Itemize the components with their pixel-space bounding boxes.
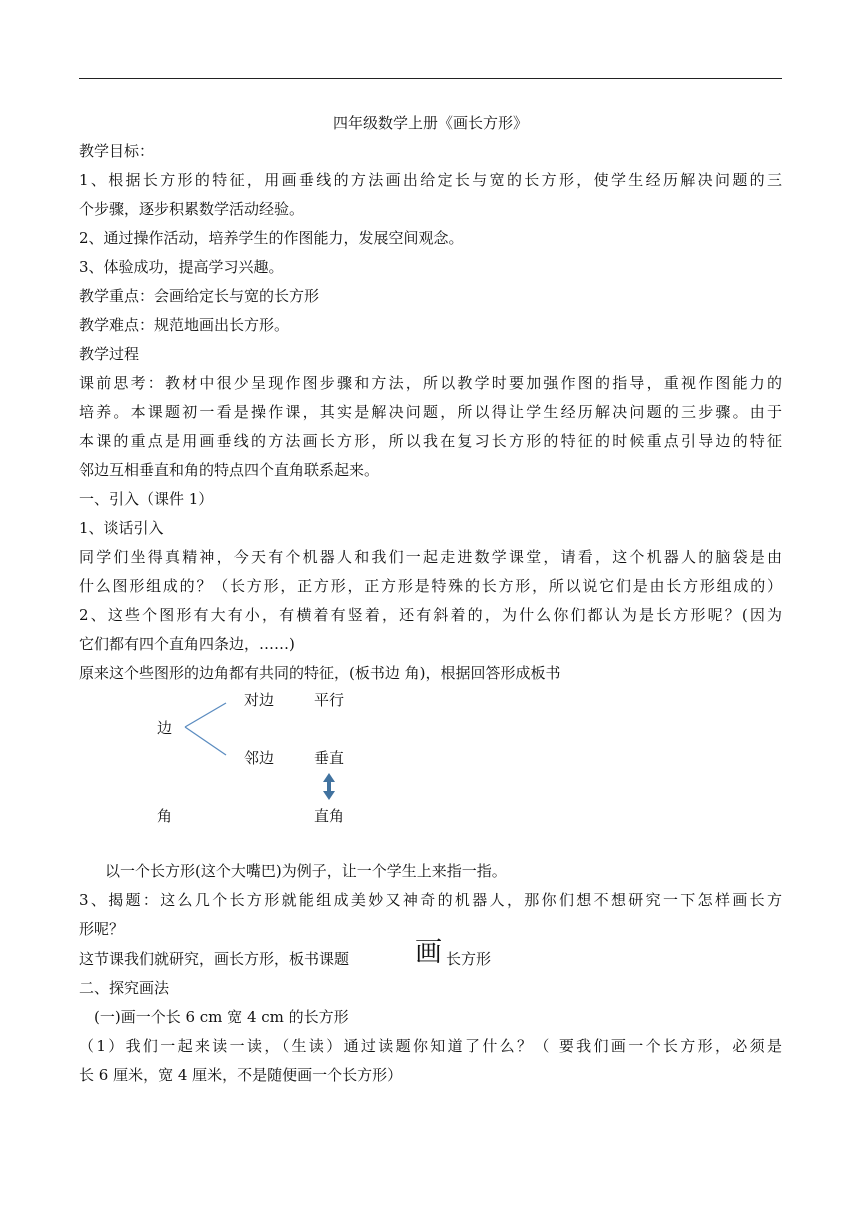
board-chuizhi: 垂直	[314, 749, 345, 767]
goal-1-line-1: 1、根据长方形的特征，用画垂线的方法画出给定长与宽的长方形，使学生经历解决问题的三	[79, 171, 782, 189]
page-title: 四年级数学上册《画长方形》	[332, 114, 528, 132]
paragraph-3: 原来这个些图形的边角都有共同的特征，(板书边 角)，根据回答形成板书	[79, 664, 561, 682]
pre-thinking-line-4: 邻边互相垂直和角的特点四个直角联系起来。	[79, 461, 380, 479]
goals-heading: 教学目标：	[79, 142, 155, 160]
paragraph-2-line-1: 2、这些个图形有大有小，有横着有竖着，还有斜着的，为什么你们都认为是长方形呢？(因为	[79, 606, 782, 624]
paragraph-4: 以一个长方形(这个大嘴巴)为例子，让一个学生上来指一指。	[105, 862, 507, 880]
goal-1-line-2: 个步骤，逐步积累数学活动经验。	[79, 200, 305, 218]
process-heading: 教学过程	[79, 345, 140, 363]
paragraph-2-line-2: 它们都有四个直角四条边，……)	[79, 635, 295, 653]
board-duibian: 对边	[244, 691, 275, 709]
connector-line-upper	[185, 703, 226, 727]
paragraph-1-line-1: 同学们坐得真精神，今天有个机器人和我们一起走进数学课堂，请看，这个机器人的脑袋是由	[79, 548, 782, 566]
paragraph-6-suffix: 长方形	[446, 950, 492, 968]
step-1-heading: 1、谈话引入	[79, 519, 164, 537]
board-jiao: 角	[157, 807, 173, 825]
section-1-heading: 一、引入（课件 1）	[79, 490, 214, 508]
pre-thinking-line-3: 本课的重点是用画垂线的方法画长方形，所以我在复习长方形的特征的时候重点引导边的特征	[79, 432, 782, 450]
paragraph-5-line-2: 形呢？	[79, 920, 125, 938]
key-point: 教学重点：会画给定长与宽的长方形	[79, 287, 320, 305]
question-1-line-2: 长 6 厘米，宽 4 厘米，不是随便画一个长方形）	[79, 1066, 403, 1084]
goal-2: 2、通过操作活动，培养学生的作图能力，发展空间观念。	[79, 229, 464, 247]
board-bian: 边	[157, 719, 173, 737]
double-arrow-icon	[323, 773, 335, 800]
board-zhijiao: 直角	[314, 807, 345, 825]
goal-3: 3、体验成功，提高学习兴趣。	[79, 258, 284, 276]
paragraph-5-line-1: 3、揭题：这么几个长方形就能组成美妙又神奇的机器人，那你们想不想研究一下怎样画长方	[79, 891, 782, 909]
paragraph-6-big-char: 画	[415, 937, 442, 968]
board-linbian: 邻边	[244, 749, 275, 767]
question-1-line-1: （1）我们一起来读一读，（生读）通过读题你知道了什么？（ 要我们画一个长方形，必须是	[79, 1037, 782, 1055]
connector-line-lower	[185, 727, 226, 755]
subsection-1-heading: (一)画一个长 6 cm 宽 4 cm 的长方形	[94, 1008, 349, 1026]
difficulty: 教学难点：规范地画出长方形。	[79, 316, 290, 334]
section-2-heading: 二、探究画法	[79, 979, 170, 997]
board-pingxing: 平行	[314, 691, 345, 709]
pre-thinking-line-2: 培养。本课题初一看是操作课，其实是解决问题，所以得让学生经历解决问题的三步骤。由于	[79, 403, 782, 421]
paragraph-1-line-2: 什么图形组成的？（长方形，正方形，正方形是特殊的长方形，所以说它们是由长方形组成的）	[79, 577, 782, 595]
pre-thinking-line-1: 课前思考：教材中很少呈现作图步骤和方法，所以教学时要加强作图的指导，重视作图能力的	[79, 374, 782, 392]
paragraph-6-prefix: 这节课我们就研究，画长方形，板书课题	[79, 950, 350, 968]
